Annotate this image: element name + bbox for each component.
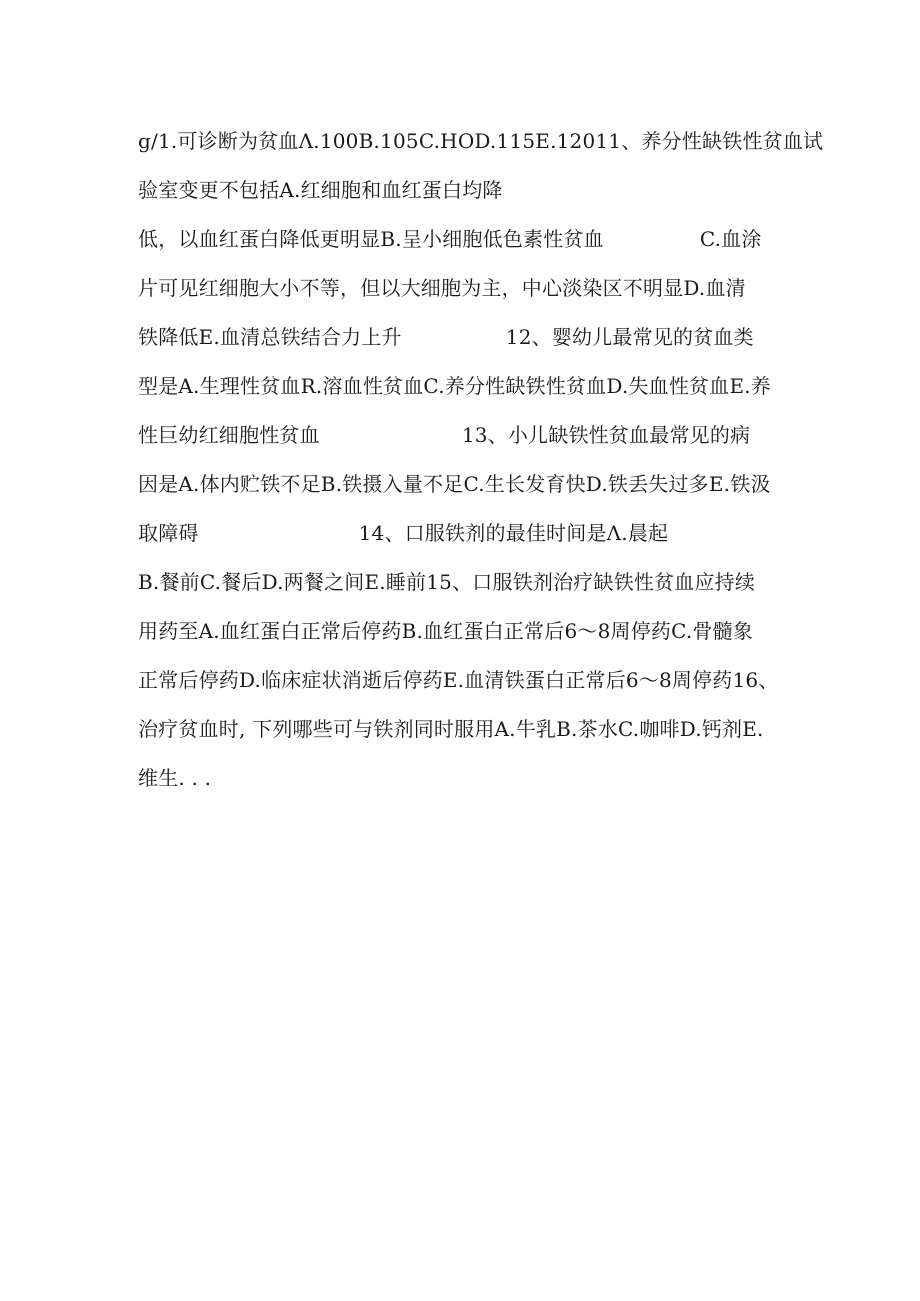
text-segment: 用药至A.血红蛋白正常后停药B.血红蛋白正常后6～8周停药C.骨髓象 [138, 619, 754, 643]
text-line-13 [138, 716, 798, 742]
text-segment: 正常后停药D.临床症状消逝后停药E.血清铁蛋白正常后6～8周停药16、 [138, 668, 779, 692]
text-line-10 [138, 569, 798, 595]
text-segment: 13、小儿缺铁性贫血最常见的病 [461, 423, 751, 447]
text-segment: 因是A.体内贮铁不足B.铁摄入量不足C.生长发育快D.铁丢失过多E.铁汲 [138, 472, 771, 496]
text-line-11 [138, 618, 798, 644]
text-segment: 12、婴幼儿最常见的贫血类 [505, 325, 754, 349]
text-line-2 [138, 177, 798, 203]
text-line-9 [138, 520, 798, 546]
text-segment: 维生. . . [138, 766, 212, 790]
text-line-8 [138, 471, 798, 497]
text-segment: 低，以血红蛋白降低更明显B.呈小细胞低色素性贫血 [138, 227, 604, 251]
text-segment: 片可见红细胞大小不等，但以大细胞为主，中心淡染区不明显D.血清 [138, 276, 746, 300]
text-segment: 取障碍 [138, 521, 199, 545]
text-line-3 [138, 226, 798, 252]
text-segment: 性巨幼红细胞性贫血 [138, 423, 320, 447]
text-line-1 [138, 128, 824, 154]
text-segment: B.餐前C.餐后D.两餐之间E.睡前15、口服铁剂治疗缺铁性贫血应持续 [138, 570, 756, 594]
text-segment: 14、口服铁剂的最佳时间是Λ.晨起 [358, 521, 669, 545]
text-segment: 型是A.生理性贫血R.溶血性贫血C.养分性缺铁性贫血D.失血性贫血E.养 [138, 374, 772, 398]
text-line-14 [138, 765, 798, 791]
text-segment: g/1.可诊断为贫血Λ.100B.105C.HOD.115E.12011、养分性缺铁性贫血试 [138, 129, 824, 153]
text-line-6 [138, 373, 798, 399]
text-line-12 [138, 667, 798, 693]
text-segment: 验室变更不包括A.红细胞和血红蛋白均降 [138, 178, 503, 202]
text-line-5 [138, 324, 798, 350]
text-line-7 [138, 422, 798, 448]
text-segment: C.血涂 [699, 227, 762, 251]
text-line-4 [138, 275, 798, 301]
text-segment: 铁降低E.血清总铁结合力上升 [138, 325, 402, 349]
text-segment: 治疗贫血时, 下列哪些可与铁剂同时服用A.牛乳B.茶水C.咖啡D.钙剂E. [138, 717, 764, 741]
